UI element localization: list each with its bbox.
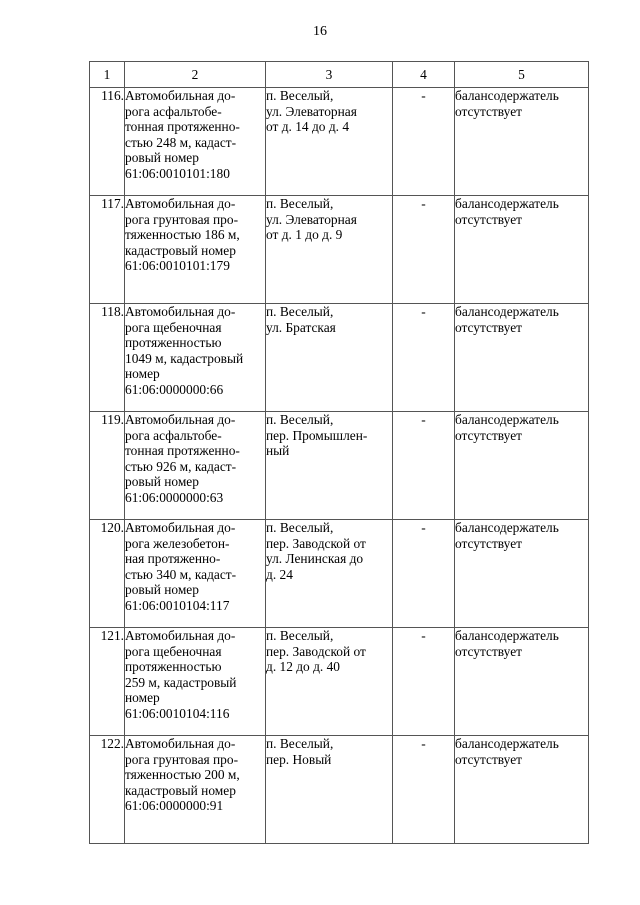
road-description [125, 628, 266, 736]
road-location-line: ный [266, 443, 290, 458]
road-location-line: пер. Новый [266, 751, 332, 767]
road-description [125, 196, 266, 304]
table-row [90, 196, 589, 304]
header-col-3: 3 [266, 62, 393, 88]
road-location-line: от д. 14 до д. 4 [266, 119, 350, 134]
balance-holder-line: отсутствует [455, 319, 522, 335]
road-location-line: п. Веселый, [266, 304, 334, 319]
road-description-line: рога щебеночная [125, 319, 222, 335]
row-number: 118. [90, 304, 125, 412]
balance-holder [455, 88, 589, 196]
col4-value: - [393, 520, 455, 628]
balance-holder-line: балансодержатель [455, 304, 559, 319]
road-description-line: 259 м, кадастровый [125, 674, 237, 690]
header-col-4: 4 [393, 62, 455, 88]
balance-holder [455, 520, 589, 628]
road-description-line: 61:06:0010104:117 [125, 597, 230, 613]
road-description-line: рога асфальтобе- [125, 103, 222, 119]
roads-registry-table [89, 61, 589, 844]
road-location-line: п. Веселый, [266, 412, 334, 427]
road-location-line: п. Веселый, [266, 736, 334, 751]
road-description-line: Автомобильная до- [125, 196, 236, 211]
table-row [90, 412, 589, 520]
road-description-line: ровый номер [125, 150, 199, 165]
balance-holder-line: балансодержатель [455, 628, 559, 643]
road-location-line: ул. Ленинская до [266, 551, 364, 566]
road-description-line: Автомобильная до- [125, 88, 236, 103]
road-location-line: п. Веселый, [266, 628, 334, 643]
table-row [90, 88, 589, 196]
table-header [90, 62, 589, 88]
road-description-line: номер [125, 366, 160, 381]
table-row [90, 304, 589, 412]
road-location [266, 304, 393, 412]
road-description-line: Автомобильная до- [125, 304, 236, 319]
balance-holder-line: балансодержатель [455, 196, 559, 211]
road-description-line: тяженностью 200 м, [125, 767, 240, 782]
road-location-line: пер. Заводской от [266, 535, 366, 551]
balance-holder-line: отсутствует [455, 643, 522, 659]
table-row [90, 736, 589, 844]
road-location [266, 196, 393, 304]
table-row [90, 628, 589, 736]
balance-holder [455, 412, 589, 520]
road-location-line: д. 24 [266, 566, 293, 582]
balance-holder-line: отсутствует [455, 751, 522, 767]
row-number: 122. [90, 736, 125, 844]
road-location-line: ул. Элеваторная [266, 103, 357, 119]
road-description-line: стью 340 м, кадаст- [125, 566, 237, 582]
road-description-line: номер [125, 690, 160, 705]
row-number: 119. [90, 412, 125, 520]
road-description-line: тяженностью 186 м, [125, 227, 240, 242]
header-col-2: 2 [125, 62, 266, 88]
road-description-line: кадастровый номер [125, 782, 236, 798]
road-description [125, 520, 266, 628]
road-description-line: 1049 м, кадастровый [125, 350, 244, 366]
road-description-line: рога асфальтобе- [125, 427, 222, 443]
balance-holder [455, 736, 589, 844]
balance-holder-line: отсутствует [455, 535, 522, 551]
road-description-line: ровый номер [125, 582, 199, 597]
road-location-line: от д. 1 до д. 9 [266, 227, 343, 242]
balance-holder-line: балансодержатель [455, 412, 559, 427]
road-description-line: 61:06:0010101:179 [125, 258, 230, 273]
balance-holder-line: балансодержатель [455, 88, 559, 103]
road-description-line: протяженностью [125, 335, 222, 350]
road-description-line: тонная протяженно- [125, 119, 240, 134]
table-body [90, 88, 589, 844]
row-number: 116. [90, 88, 125, 196]
row-number: 121. [90, 628, 125, 736]
road-location [266, 628, 393, 736]
road-description-line: кадастровый номер [125, 242, 236, 258]
road-location-line: д. 12 до д. 40 [266, 659, 341, 674]
header-row [90, 62, 589, 88]
page-number: 16 [313, 24, 327, 39]
road-description-line: протяженностью [125, 659, 222, 674]
road-description-line: Автомобильная до- [125, 628, 236, 643]
header-col-5: 5 [455, 62, 589, 88]
col4-value: - [393, 736, 455, 844]
col4-value: - [393, 412, 455, 520]
col4-value: - [393, 196, 455, 304]
row-number: 120. [90, 520, 125, 628]
road-description-line: стью 248 м, кадаст- [125, 134, 237, 150]
road-location-line: п. Веселый, [266, 520, 334, 535]
road-location [266, 412, 393, 520]
road-location [266, 736, 393, 844]
road-description-line: ная протяженно- [125, 551, 221, 566]
road-description-line: рога железобетон- [125, 535, 230, 551]
road-description [125, 304, 266, 412]
col4-value: - [393, 88, 455, 196]
road-description-line: 61:06:0000000:63 [125, 489, 224, 505]
road-location-line: ул. Элеваторная [266, 211, 357, 227]
col4-value: - [393, 628, 455, 736]
balance-holder [455, 196, 589, 304]
balance-holder-line: балансодержатель [455, 736, 559, 751]
road-description-line: 61:06:0000000:66 [125, 381, 224, 397]
balance-holder-line: отсутствует [455, 103, 522, 119]
road-description-line: рога грунтовая про- [125, 211, 239, 227]
table-row [90, 520, 589, 628]
road-description-line: Автомобильная до- [125, 412, 236, 427]
balance-holder-line: балансодержатель [455, 520, 559, 535]
road-location-line: пер. Промышлен- [266, 427, 368, 443]
road-description-line: рога грунтовая про- [125, 751, 239, 767]
road-description-line: ровый номер [125, 474, 199, 489]
road-location-line: пер. Заводской от [266, 643, 366, 659]
road-description-line: рога щебеночная [125, 643, 222, 659]
balance-holder [455, 304, 589, 412]
road-location [266, 520, 393, 628]
road-description-line: 61:06:0010101:180 [125, 165, 230, 181]
road-description [125, 736, 266, 844]
road-description-line: стью 926 м, кадаст- [125, 458, 237, 474]
road-description-line: Автомобильная до- [125, 736, 236, 751]
balance-holder-line: отсутствует [455, 427, 522, 443]
road-description [125, 88, 266, 196]
road-location-line: п. Веселый, [266, 196, 334, 211]
balance-holder-line: отсутствует [455, 211, 522, 227]
road-location-line: п. Веселый, [266, 88, 334, 103]
road-location [266, 88, 393, 196]
road-description-line: 61:06:0000000:91 [125, 798, 224, 813]
col4-value: - [393, 304, 455, 412]
road-description-line: Автомобильная до- [125, 520, 236, 535]
road-location-line: ул. Братская [266, 319, 336, 335]
balance-holder [455, 628, 589, 736]
row-number: 117. [90, 196, 125, 304]
header-col-1: 1 [90, 62, 125, 88]
road-description-line: тонная протяженно- [125, 443, 240, 458]
road-description [125, 412, 266, 520]
road-description-line: 61:06:0010104:116 [125, 705, 230, 721]
